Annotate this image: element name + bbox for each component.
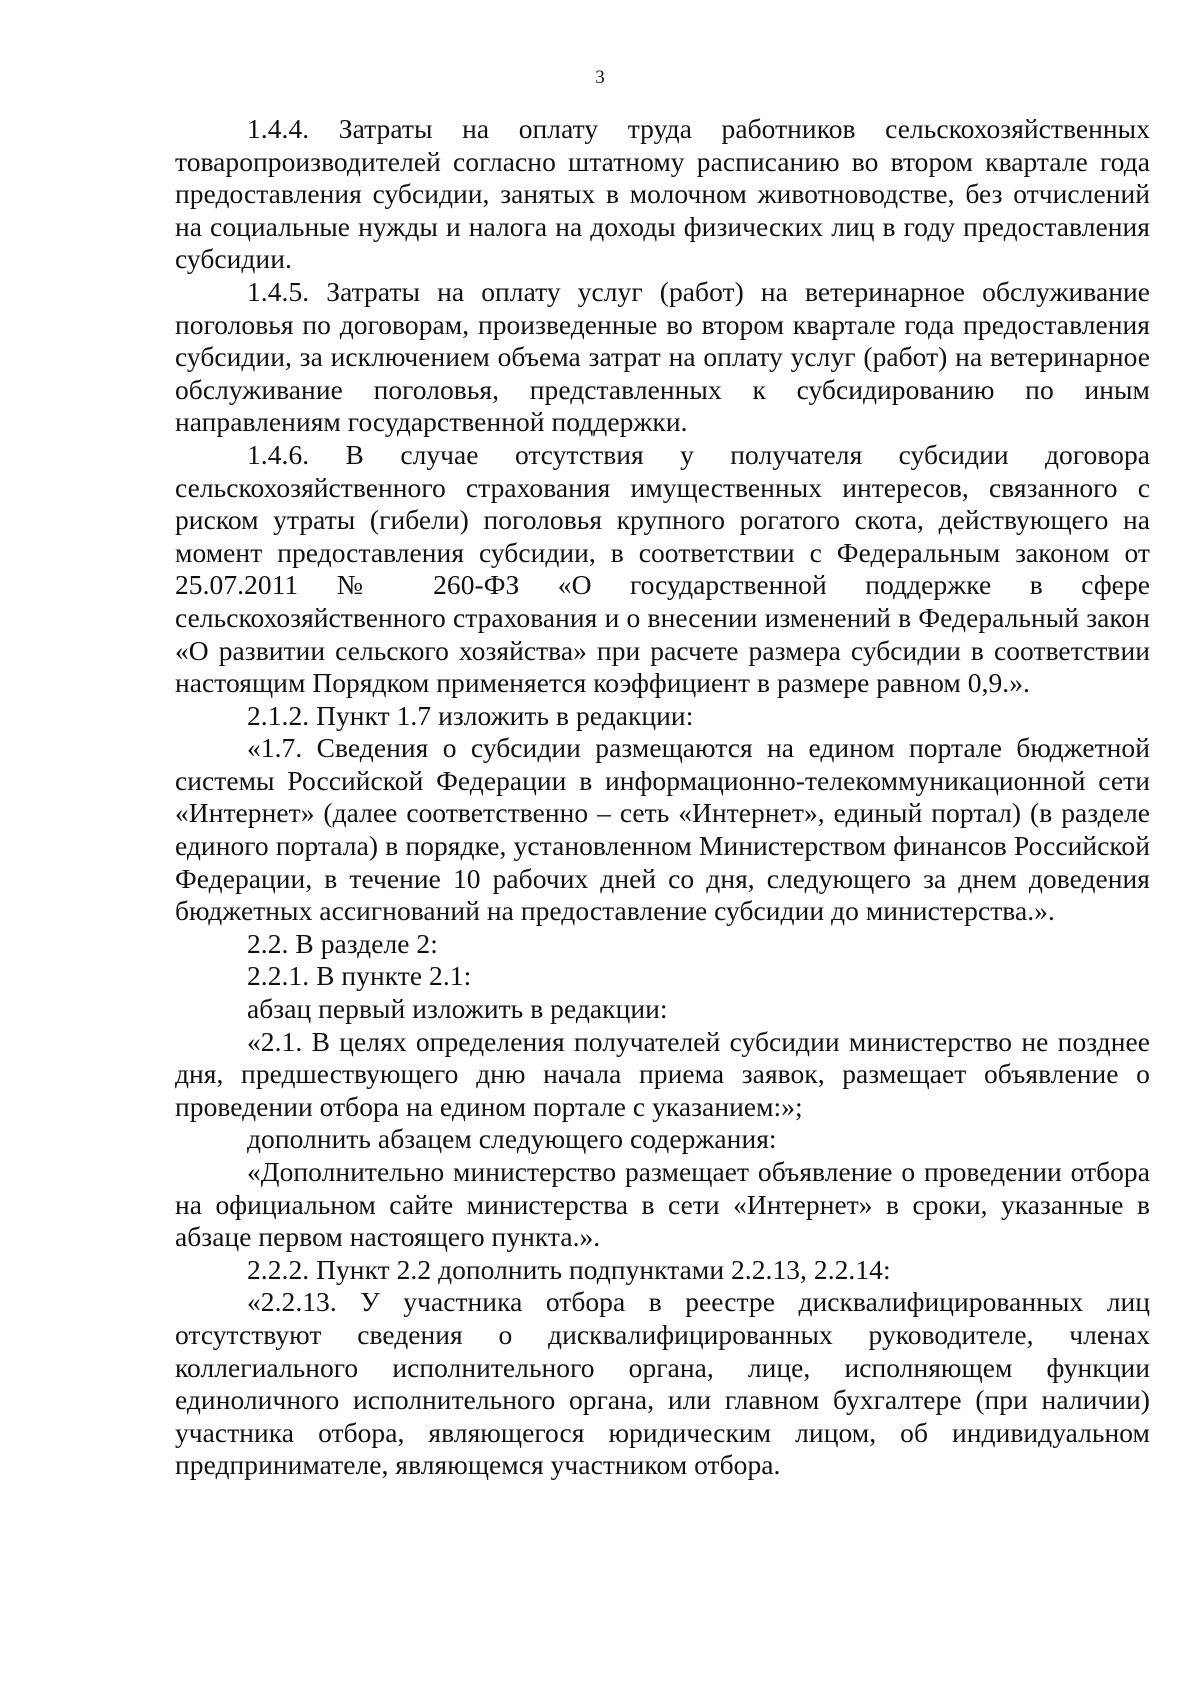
paragraph-1-4-6: 1.4.6. В случае отсутствия у получателя субсидии договора сельскохозяйственного страхования имущественных интересов, связанного с риском утраты (гибели) поголовья крупного рогатого скота, действующего на момент предоставления субсидии, в соответствии с Федеральным законом от 25.07.2011 № 260-ФЗ «О государственной поддержке в сфере сельскохозяйственного страхования и о внесении изменений в Федеральный закон «О развитии сельского хозяйства» при расчете размера субсидии в соответствии настоящим Порядком применяется коэффициент в размере равном 0,9.». bbox=[175, 438, 1150, 699]
paragraph-quote-additional: «Дополнительно министерство размещает объявление о проведении отбора на официальном сайте министерства в сети «Интернет» в сроки, указанные в абзаце первом настоящего пункта.». bbox=[175, 1156, 1150, 1253]
paragraph-2-2-2: 2.2.2. Пункт 2.2 дополнить подпунктами 2.2.13, 2.2.14: bbox=[247, 1253, 891, 1285]
paragraph-abzac-first: абзац первый изложить в редакции: bbox=[247, 993, 668, 1025]
paragraph-quote-1-7: «1.7. Сведения о субсидии размещаются на едином портале бюджетной системы Российской Федерации в информационно-телекоммуникационной сети «Интернет» (далее соответственно – сеть «Интернет», единый портал) (в разделе единого портала) в порядке, установленном Министерством финансов Российской Федерации, в течение 10 рабочих дней со дня, следующего за днем доведения бюджетных ассигнований на предоставление субсидии до министерства.». bbox=[175, 732, 1150, 927]
paragraph-quote-2-1: «2.1. В целях определения получателей субсидии министерство не позднее дня, предшествующего дню начала приема заявок, размещает объявление о проведении отбора на едином портале с указанием:»; bbox=[175, 1025, 1150, 1122]
paragraph-add-abzac: дополнить абзацем следующего содержания: bbox=[247, 1123, 777, 1155]
paragraph-2-2-1: 2.2.1. В пункте 2.1: bbox=[247, 960, 472, 992]
document-body bbox=[175, 113, 1150, 1482]
paragraph-2-2: 2.2. В разделе 2: bbox=[247, 927, 438, 959]
paragraph-1-4-4: 1.4.4. Затраты на оплату труда работников сельскохозяйственных товаропроизводителей согласно штатному расписанию во втором квартале года предоставления субсидии, занятых в молочном животноводстве, без отчислений на социальные нужды и налога на доходы физических лиц в году предоставления субсидии. bbox=[175, 113, 1150, 275]
paragraph-1-4-5: 1.4.5. Затраты на оплату услуг (работ) на ветеринарное обслуживание поголовья по договорам, произведенные во втором квартале года предоставления субсидии, за исключением объема затрат на оплату услуг (работ) на ветеринарное обслуживание поголовья, представленных к субсидированию по иным направлениям государственной поддержки. bbox=[175, 275, 1150, 438]
page-number: 3 bbox=[595, 67, 605, 88]
paragraph-2-1-2: 2.1.2. Пункт 1.7 изложить в редакции: bbox=[247, 699, 694, 731]
paragraph-quote-2-2-13: «2.2.13. У участника отбора в реестре дисквалифицированных лиц отсутствуют сведения о дисквалифицированных руководителе, членах коллегиального исполнительного органа, лице, исполняющем функции единоличного исполнительного органа, или главном бухгалтере (при наличии) участника отбора, являющегося юридическим лицом, об индивидуальном предпринимателе, являющемся участником отбора. bbox=[175, 1286, 1150, 1481]
